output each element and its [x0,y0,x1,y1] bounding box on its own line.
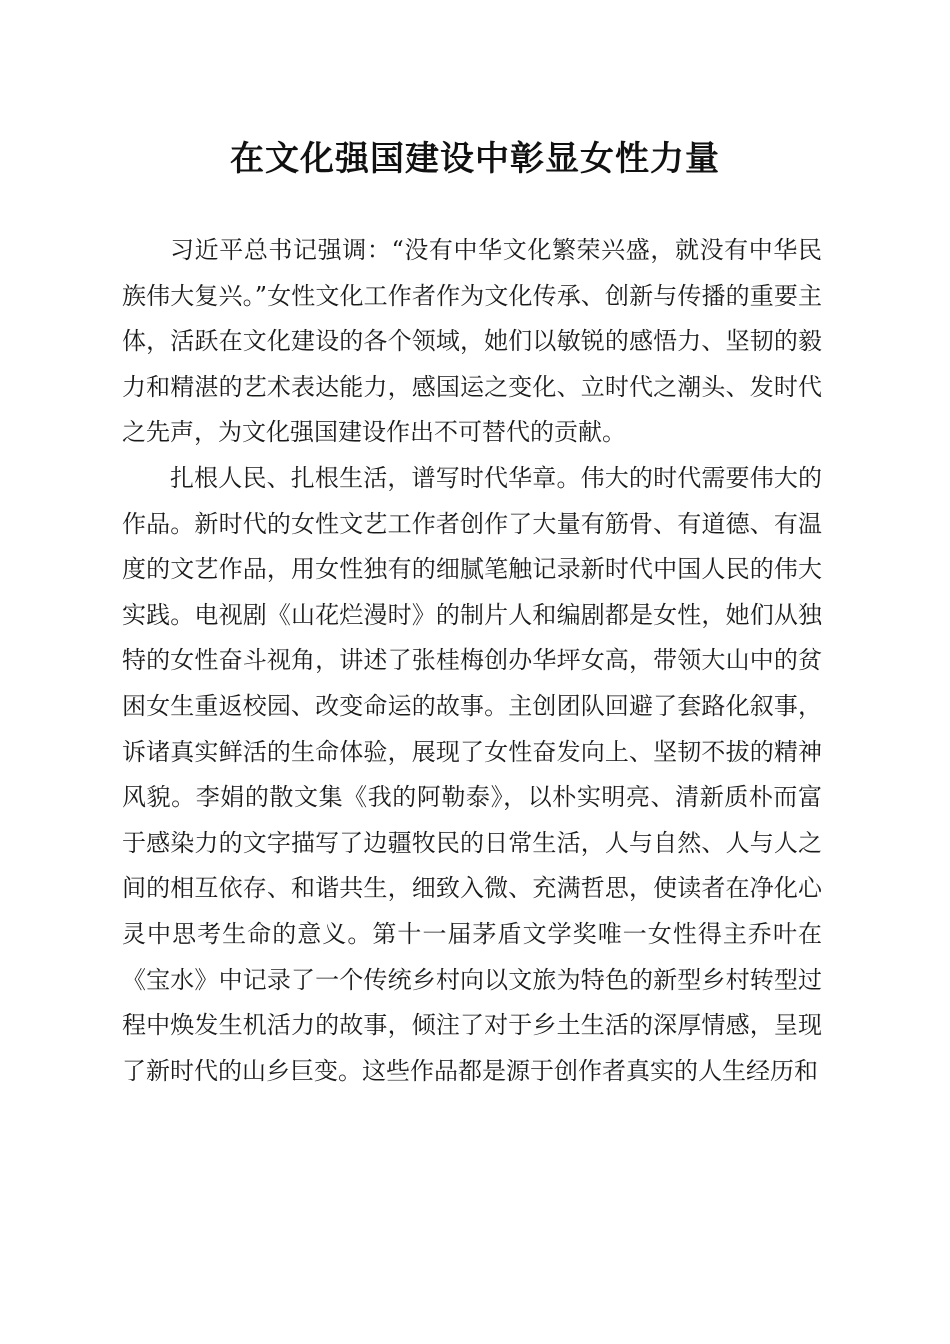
paragraph-1: 习近平总书记强调：“没有中华文化繁荣兴盛，就没有中华民族伟大复兴。”女性文化工作者作为文化传承、创新与传播的重要主体，活跃在文化建设的各个领域，她们以敏锐的感悟力、坚韧的毅力和精湛的艺术表达能力，感国运之变化、立时代之潮头、发时代之先声，为文化强国建设作出不可替代的贡献。 [122,236,822,447]
paragraph-2: 扎根人民、扎根生活，谱写时代华章。伟大的时代需要伟大的作品。新时代的女性文艺工作者创作了大量有筋骨、有道德、有温度的文艺作品，用女性独有的细腻笔触记录新时代中国人民的伟大实践。电视剧《山花烂漫时》的制片人和编剧都是女性，她们从独特的女性奋斗视角，讲述了张桂梅创办华坪女高，带领大山中的贫困女生重返校园、改变命运的故事。主创团队回避了套路化叙事，诉诸真实鲜活的生命体验，展现了女性奋发向上、坚韧不拔的精神风貌。李娟的散文集《我的阿勒泰》，以朴实明亮、清新质朴而富于感染力的文字描写了边疆牧民的日常生活，人与自然、人与人之间的相互依存、和谐共生，细致入微、充满哲思，使读者在净化心灵中思考生命的意义。第十一届茅盾文学奖唯一女性得主乔叶在《宝水》中记录了一个传统乡村向以文旅为特色的新型乡村转型过程中焕发生机活力的故事，倾注了对于乡土生活的深厚情感，呈现了新时代的山乡巨变。这些作品都是源于创作者真实的人生经历和 [122,463,822,1085]
document-body [122,228,822,1094]
document-title: 在文化强国建设中彰显女性力量 [230,139,720,179]
